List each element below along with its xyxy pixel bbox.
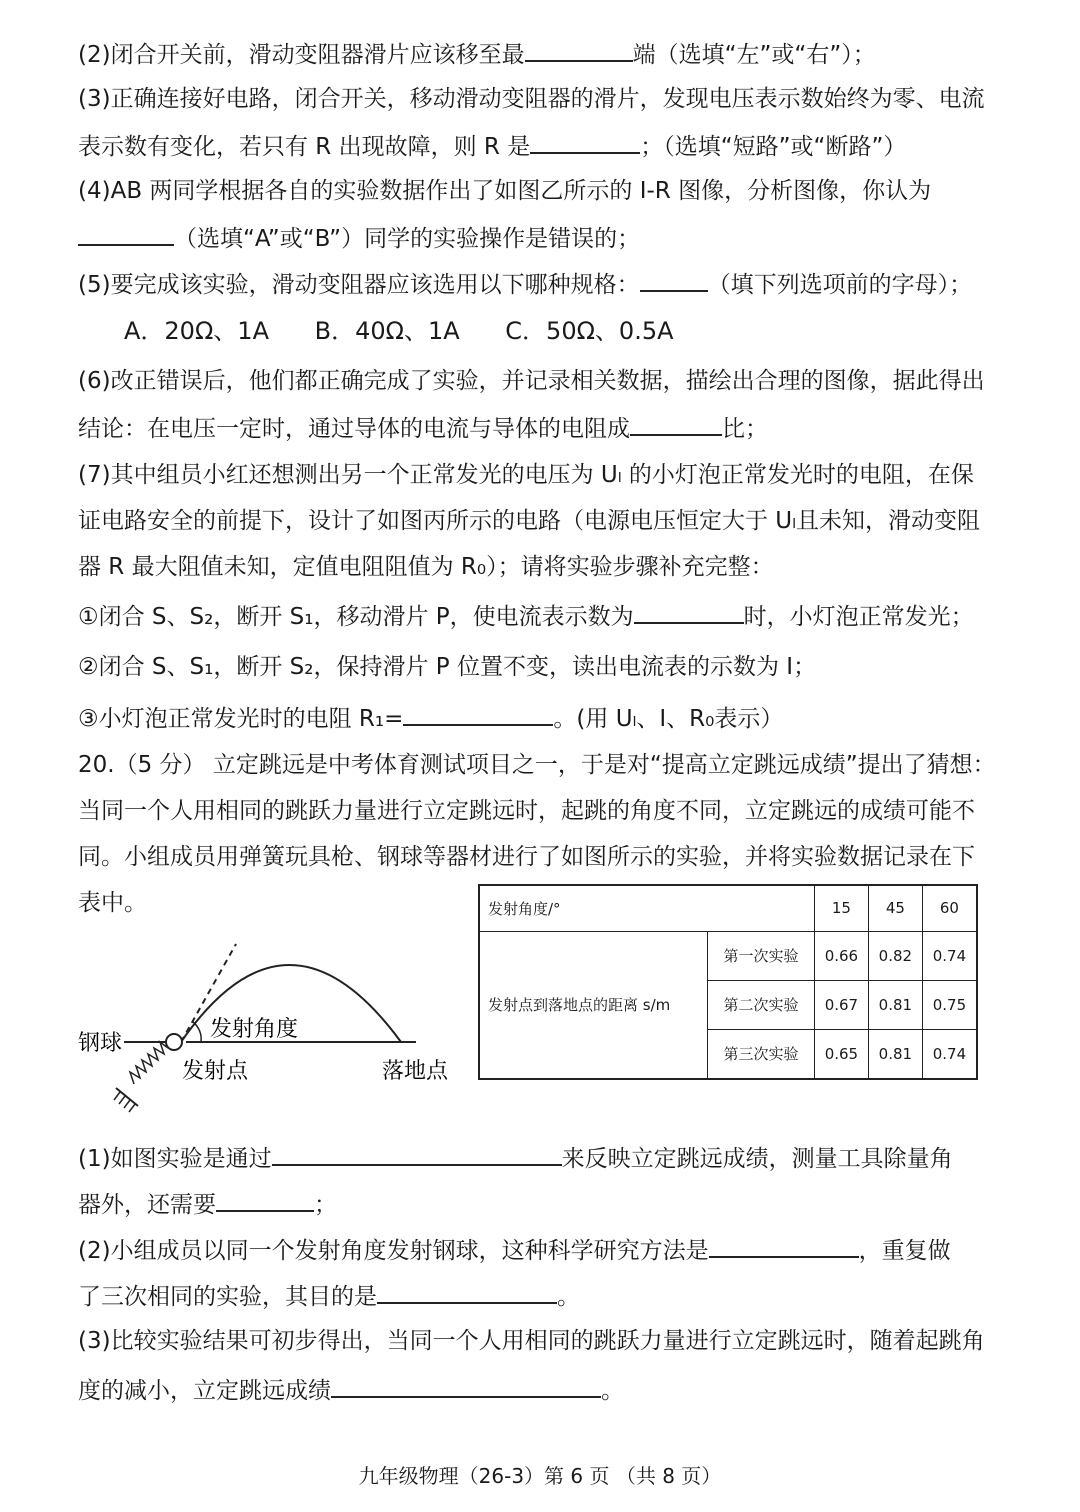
q20-part2-text: (2)小组成员以同一个发射角度发射钢球，这种科学研究方法是 bbox=[78, 1238, 709, 1264]
q19-part2-text: (2)闭合开关前，滑动变阻器滑片应该移至最 bbox=[78, 42, 525, 68]
step1-text: ①闭合 S、S₂，断开 S₁，移动滑片 P，使电流表示数为 bbox=[78, 604, 634, 630]
header-angle-label: 发射角度/° bbox=[479, 885, 814, 931]
q19-part6-suffix: 比； bbox=[722, 416, 768, 442]
q19-part5-suffix: （填下列选项前的字母）； bbox=[707, 272, 973, 298]
answer-blank[interactable] bbox=[272, 1142, 562, 1166]
launch-diagram bbox=[76, 930, 466, 1130]
q19-step3 bbox=[78, 702, 783, 734]
trial-label: 第三次实验 bbox=[708, 1029, 815, 1079]
table-cell: 0.82 bbox=[868, 931, 922, 980]
q20-line3: 同。小组成员用弹簧玩具枪、钢球等器材进行了如图所示的实验，并将实验数据记录在下 bbox=[78, 844, 975, 870]
row-distance-label: 发射点到落地点的距离 s/m bbox=[479, 931, 708, 1079]
answer-blank[interactable] bbox=[630, 412, 722, 436]
q20-part1-text: (1)如图实验是通过 bbox=[78, 1146, 272, 1172]
q20-line2: 当同一个人用相同的跳跃力量进行立定跳远时，起跳的角度不同，立定跳远的成绩可能不 bbox=[78, 798, 975, 824]
q19-part3-suffix: ；（选填“短路”或“断路”） bbox=[640, 134, 907, 160]
label-landing-point: 落地点 bbox=[382, 1059, 449, 1084]
q19-part7-line3: 器 R 最大阻值未知，定值电阻阻值为 R₀）；请将实验步骤补充完整： bbox=[78, 554, 774, 580]
answer-blank[interactable] bbox=[640, 268, 708, 292]
q19-part6-line2 bbox=[78, 412, 768, 444]
q20-part3-text: 度的减小，立定跳远成绩 bbox=[78, 1378, 331, 1404]
answer-blank[interactable] bbox=[403, 702, 553, 726]
q20-part1-suffix2: ； bbox=[314, 1192, 337, 1218]
q20-part2-suffix2: 。 bbox=[557, 1284, 580, 1310]
label-angle: 发射角度 bbox=[210, 1017, 299, 1042]
q19-part7-line2: 证电路安全的前提下，设计了如图丙所示的电路（电源电压恒定大于 Uₗ且未知，滑动变阻 bbox=[78, 508, 980, 534]
steel-ball bbox=[166, 1034, 182, 1050]
q19-part7-line1: (7)其中组员小红还想测出另一个正常发光的电压为 Uₗ 的小灯泡正常发光时的电阻，在保 bbox=[78, 462, 974, 488]
table-cell: 0.67 bbox=[814, 980, 868, 1029]
q19-part5-text: (5)要完成该实验，滑动变阻器应该选用以下哪种规格： bbox=[78, 272, 640, 298]
q20-part2-line1 bbox=[78, 1234, 951, 1266]
q19-part2 bbox=[78, 38, 876, 70]
q20-part1-suffix: 来反映立定跳远成绩，测量工具除量角 bbox=[561, 1146, 953, 1172]
q19-part6-line1: (6)改正错误后，他们都正确完成了实验，并记录相关数据，描绘出合理的图像，据此得出 bbox=[78, 368, 985, 394]
q19-part4-line1: (4)AB 两同学根据各自的实验数据作出了如图乙所示的 I-R 图像，分析图像，你认为 bbox=[78, 178, 932, 204]
table-cell: 0.75 bbox=[922, 980, 977, 1029]
step3-suffix: 。(用 Uₗ、I、R₀表示） bbox=[553, 706, 784, 732]
q19-part5-options bbox=[124, 316, 712, 346]
q19-step1 bbox=[78, 600, 974, 632]
q20-part2-suffix: ，重复做 bbox=[858, 1238, 951, 1264]
q20-part2-line2 bbox=[78, 1280, 580, 1312]
q19-part2-suffix: 端（选填“左”或“右”）； bbox=[632, 42, 876, 68]
q19-part5 bbox=[78, 268, 972, 300]
answer-blank[interactable] bbox=[709, 1234, 859, 1258]
answer-blank[interactable] bbox=[377, 1280, 557, 1304]
table-header-row bbox=[479, 885, 977, 931]
q20-part1-line1 bbox=[78, 1142, 953, 1174]
q19-part3-text: 表示数有变化，若只有 R 出现故障，则 R 是 bbox=[78, 134, 531, 160]
q20-part1-line2 bbox=[78, 1188, 337, 1220]
option-a[interactable]: A．20Ω、1A bbox=[124, 317, 269, 345]
q19-step2: ②闭合 S、S₁，断开 S₂，保持滑片 P 位置不变，读出电流表的示数为 I； bbox=[78, 654, 817, 680]
table-cell: 0.81 bbox=[868, 1029, 922, 1079]
label-launch-point: 发射点 bbox=[182, 1059, 249, 1084]
header-angle-15: 15 bbox=[814, 885, 868, 931]
trial-label: 第二次实验 bbox=[708, 980, 815, 1029]
q19-part4-line2 bbox=[78, 222, 640, 254]
header-angle-60: 60 bbox=[922, 885, 977, 931]
table-row bbox=[479, 931, 977, 980]
table-cell: 0.65 bbox=[814, 1029, 868, 1079]
q19-part3-line1: (3)正确连接好电路，闭合开关，移动滑动变阻器的滑片，发现电压表示数始终为零、电流 bbox=[78, 86, 985, 112]
q20-part3-line1: (3)比较实验结果可初步得出，当同一个人用相同的跳跃力量进行立定跳远时，随着起跳角 bbox=[78, 1328, 985, 1354]
table-cell: 0.74 bbox=[922, 931, 977, 980]
answer-blank[interactable] bbox=[525, 38, 633, 62]
q20-part3-suffix: 。 bbox=[601, 1378, 624, 1404]
spring bbox=[130, 1042, 168, 1084]
step1-suffix: 时，小灯泡正常发光； bbox=[743, 604, 974, 630]
table-cell: 0.74 bbox=[922, 1029, 977, 1079]
answer-blank[interactable] bbox=[216, 1188, 314, 1212]
q20-part2-text2: 了三次相同的实验，其目的是 bbox=[78, 1284, 377, 1310]
q19-part4-text: （选填“A”或“B”）同学的实验操作是错误的； bbox=[174, 226, 641, 252]
q20-line1: 20.（5 分） 立定跳远是中考体育测试项目之一，于是对“提高立定跳远成绩”提出了猜想： bbox=[78, 752, 996, 778]
step3-text: ③小灯泡正常发光时的电阻 R₁= bbox=[78, 706, 404, 732]
table-cell: 0.66 bbox=[814, 931, 868, 980]
q19-part6-text: 结论：在电压一定时，通过导体的电流与导体的电阻成 bbox=[78, 416, 630, 442]
answer-blank[interactable] bbox=[530, 130, 640, 154]
q20-line4: 表中。 bbox=[78, 890, 147, 916]
q19-part3-line2 bbox=[78, 130, 906, 162]
answer-blank[interactable] bbox=[331, 1374, 601, 1398]
label-ball: 钢球 bbox=[78, 1031, 123, 1056]
answer-blank[interactable] bbox=[634, 600, 744, 624]
option-b[interactable]: B．40Ω、1A bbox=[314, 317, 460, 345]
option-c[interactable]: C．50Ω、0.5A bbox=[505, 317, 674, 345]
answer-blank[interactable] bbox=[78, 222, 174, 246]
table-cell: 0.81 bbox=[868, 980, 922, 1029]
results-table bbox=[478, 884, 978, 1080]
header-angle-45: 45 bbox=[868, 885, 922, 931]
q20-part3-line2 bbox=[78, 1374, 624, 1406]
q20-part1-text2: 器外，还需要 bbox=[78, 1192, 216, 1218]
trial-label: 第一次实验 bbox=[708, 931, 815, 980]
page-footer: 九年级物理（26-3）第 6 页 （共 8 页） bbox=[358, 1464, 722, 1488]
